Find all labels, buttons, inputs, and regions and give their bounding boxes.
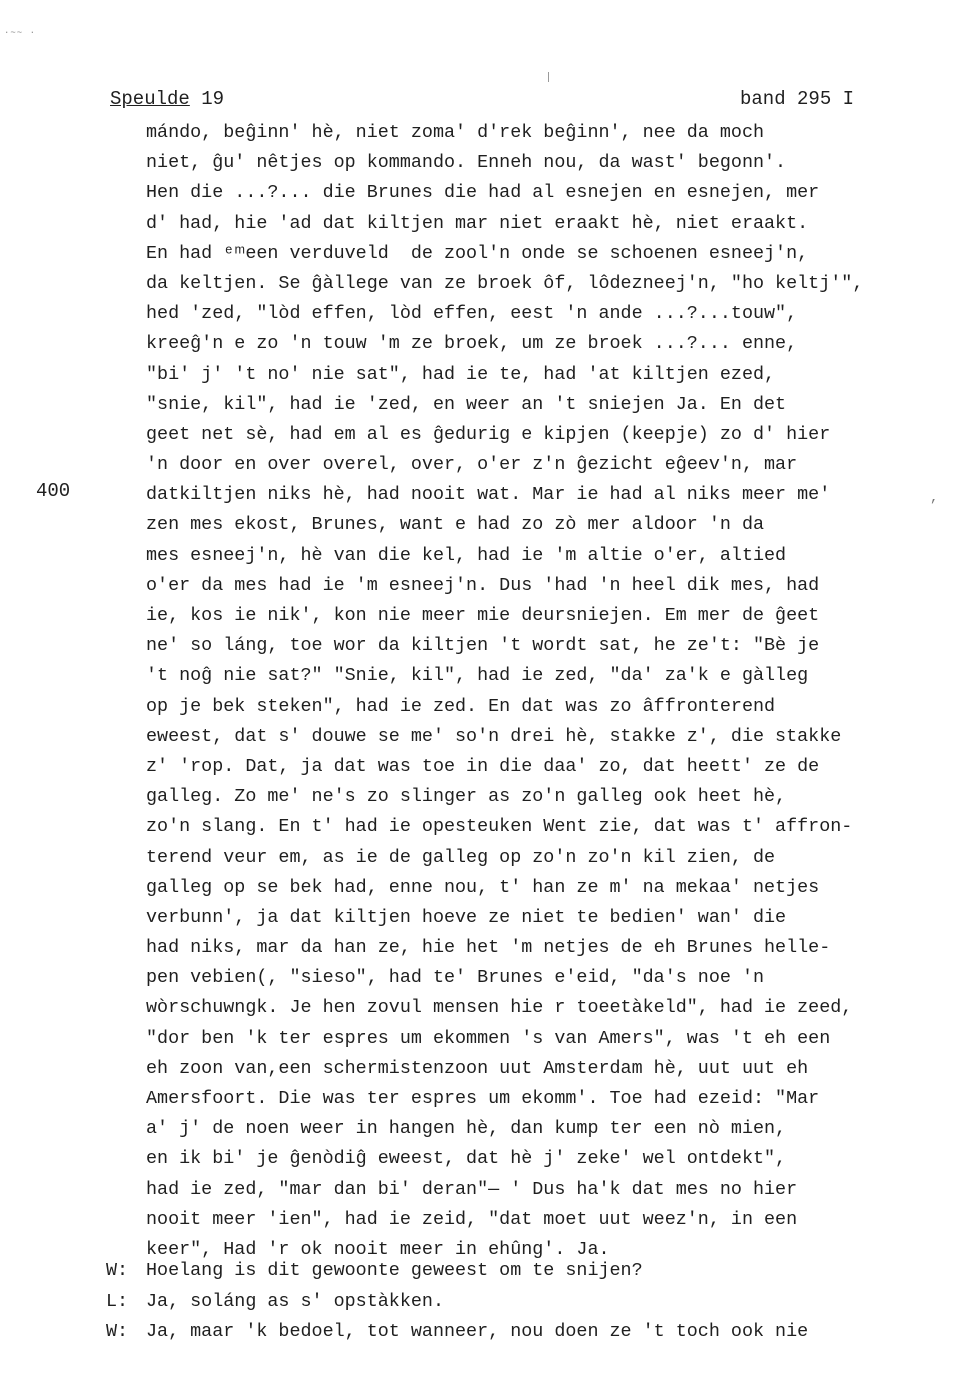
speaker-label: W:	[106, 1260, 129, 1281]
margin-mark: ,	[930, 490, 939, 506]
text-line: da keltjen. Se ĝàllege van ze broek ôf, lôdezneej'n, "ho keltj'",	[146, 272, 864, 294]
speaker-label: L:	[106, 1290, 129, 1312]
dialog-text: Ja, soláng as s' opstàkken.	[146, 1290, 444, 1312]
tick-mark	[548, 72, 549, 82]
scan-mark: ·~~ ·	[4, 28, 37, 38]
text-line: terend veur em, as ie de galleg op zo'n zo'n kil zien, de	[146, 846, 776, 868]
text-line: keer", Had 'r ok nooit meer in ehûng'. Ja.	[146, 1238, 610, 1260]
line-number: 400	[36, 480, 71, 502]
text-line: 'n door en over overel, over, o'er z'n ĝezicht eĝeev'n, mar	[146, 454, 798, 476]
text-line: zen mes ekost, Brunes, want e had zo zò mer aldoor 'n da	[146, 514, 765, 536]
text-line: o'er da mes had ie 'm esneej'n. Dus 'had 'n heel dik mes, had	[146, 574, 820, 596]
dialog-line	[106, 1317, 946, 1348]
text-line: op je bek steken", had ie zed. En dat was zo âffronterend	[146, 695, 776, 717]
text-line: verbunn', ja dat kiltjen hoeve ze niet te bedien' wan' die	[146, 906, 787, 928]
text-line: 't noĝ nie sat?" "Snie, kil", had ie zed, "da' za'k e gàlleg	[146, 665, 809, 687]
text-line: zo'n slang. En t' had ie opesteuken Went zie, dat was t' affron-	[146, 816, 853, 838]
text-line: z' 'rop. Dat, ja dat was toe in die daa' zo, dat heett' ze de	[146, 755, 820, 777]
text-line: geet net sè, had em al es ĝedurig e kipjen (keepje) zo d' hier	[146, 423, 831, 445]
text-line: ie, kos ie nik', kon nie meer mie deursniejen. Em mer de ĝeet	[146, 605, 820, 626]
dialog-line	[106, 1256, 946, 1287]
text-line: "snie, kil", had ie 'zed, en weer an 't sniejen Ja. En det	[146, 393, 787, 415]
text-line: en ik bi' je ĝenòdiĝ eweest, dat hè j' zeke' wel ontdekt",	[146, 1148, 787, 1170]
text-line: mes esneej'n, hè van die kel, had ie 'm altie o'er, altied	[146, 544, 787, 566]
dialog-text: Hoelang is dit gewoonte geweest om te snijen?	[146, 1260, 643, 1281]
text-line: had ie zed, "mar dan bi' deran"— ' Dus ha'k dat mes no hier	[146, 1178, 798, 1200]
text-line: eweest, dat s' douwe se me' so'n drei hè, stakke z', die stakke	[146, 725, 842, 747]
speaker-label: W:	[106, 1321, 129, 1342]
text-line: niet, ĝu' nêtjes op kommando. Enneh nou, da wast' begonn'.	[146, 152, 787, 174]
text-line: hed 'zed, "lòd effen, lòd effen, eest 'n ande ...?...touw",	[146, 303, 798, 325]
text-line: "dor ben 'k ter espres um ekommen 's van Amers", was 't eh een	[146, 1027, 831, 1049]
page-header-left	[110, 88, 224, 110]
text-line: "bi' j' 't no' nie sat", had ie te, had 'at kiltjen ezed,	[146, 363, 776, 385]
text-line: Amersfoort. Die was ter espres um ekomm'. Toe had ezeid: "Mar	[146, 1088, 820, 1109]
place-name: Speulde	[110, 88, 190, 110]
text-line: galleg. Zo me' ne's zo slinger as zo'n galleg ook heet hè,	[146, 786, 787, 808]
text-line: Hen die ...?... die Brunes die had al esnejen en esnejen, mer	[146, 182, 820, 204]
text-line: mándo, beĝinn' hè, niet zoma' d'rek beĝinn', nee da moch	[146, 122, 765, 143]
text-line: En had ᵉᵐeen verduveld de zool'n onde se schoenen esneej'n,	[146, 242, 809, 264]
dialog-line	[106, 1287, 946, 1318]
text-line: d' had, hie 'ad dat kiltjen mar niet eraakt hè, niet eraakt.	[146, 212, 809, 234]
transcript-body	[146, 118, 946, 1265]
text-line: a' j' de noen weer in hangen hè, dan kump ter een nò mien,	[146, 1118, 787, 1140]
text-line: nooit meer 'ien", had ie zeid, "dat moet uut weez'n, in een	[146, 1208, 798, 1230]
text-line: pen vebien(, "sieso", had te' Brunes e'eid, "da's noe 'n	[146, 967, 765, 989]
text-line: datkiltjen niks hè, had nooit wat. Mar ie had al niks meer me'	[146, 484, 831, 506]
text-line: had niks, mar da han ze, hie het 'm netjes de eh Brunes helle-	[146, 937, 831, 959]
text-line: kreeĝ'n e zo 'n touw 'm ze broek, um ze broek ...?... enne,	[146, 333, 798, 355]
text-line: eh zoon van,een schermistenzoon uut Amsterdam hè, uut uut eh	[146, 1057, 809, 1079]
text-line: ne' so láng, toe wor da kiltjen 't wordt sat, he ze't: "Bè je	[146, 635, 820, 657]
dialog-text: Ja, maar 'k bedoel, tot wanneer, nou doen ze 't toch ook nie	[146, 1321, 809, 1342]
text-line: galleg op se bek had, enne nou, t' han ze m' na mekaa' netjes	[146, 876, 820, 898]
dialog-section	[106, 1256, 946, 1348]
page-number: 19	[201, 88, 225, 110]
text-line: wòrschuwngk. Je hen zovul mensen hie r toeetàkeld", had ie zeed,	[146, 997, 853, 1019]
band-label: band 295 I	[740, 88, 855, 110]
